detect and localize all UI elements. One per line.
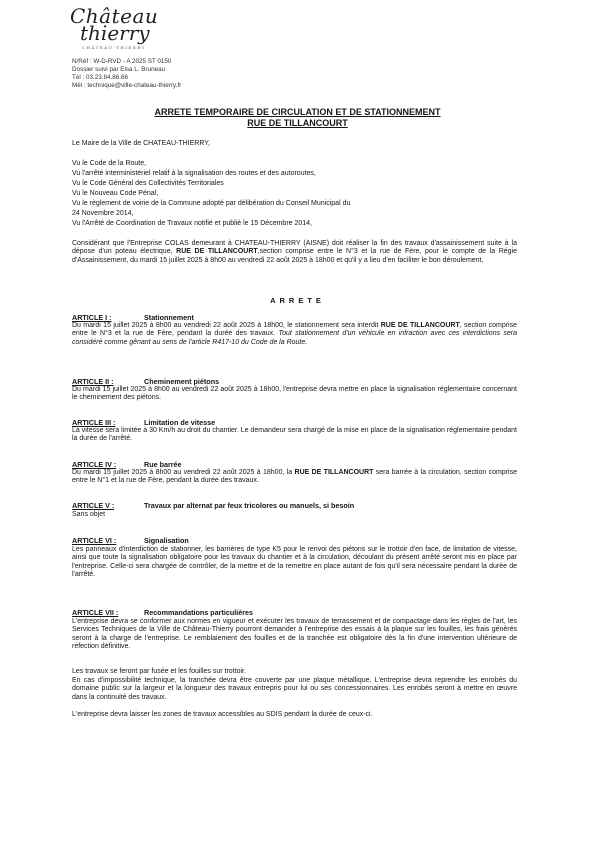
document-subtitle: RUE DE TILLANCOURT (247, 118, 348, 128)
article-heading: ARTICLE II : Cheminement piétons (72, 377, 220, 386)
article-heading: ARTICLE III : Limitation de vitesse (72, 418, 216, 427)
article-body: Du mardi 15 juillet 2025 à 8h00 au vendredi 22 août 2025 à 18h00, le stationnement sera interdit RUE DE TILLANCOURT, section comprise entre le N°3 et la rue de Fère, pendant la durée des travaux. Tout stationnement d'un véhicule en infraction avec ces interdictions sera considéré comme gênant au sens de l'article R417-10 du Code de la Route. (72, 322, 518, 346)
article-body: Les travaux se feront par fusée et les fouilles sur trottoir. (72, 668, 246, 675)
article-heading: ARTICLE VII : Recommandations particulières (72, 608, 254, 617)
vu-line: Vu l'Arrêté de Coordination de Travaux notifié et publié le 15 Décembre 2014, (72, 220, 312, 227)
article-body: Sans objet (72, 511, 106, 518)
article-heading: ARTICLE I : Stationnement (72, 313, 194, 322)
dossier-line: Dossier suivi par Elsa L. Bruneau (72, 66, 166, 73)
vu-line: 24 Novembre 2014, (72, 210, 134, 217)
vu-line: Vu le Code Général des Collectivités Territoriales (72, 180, 224, 187)
logo-tagline: CHÂTEAU-THIERRY (82, 45, 146, 50)
arrete-heading: ARRETE (270, 296, 325, 305)
article-body: En cas d'impossibilité technique, la tranchée devra être couverte par une plaque métallique. L'entreprise devra reprendre les enrobés du domaine public sur la largeur et la longueur des travaux entrepris pour lui ou ses concessionnaires. Les enrobés seront à mettre en œuvre dans la continuité des travaux. (72, 677, 517, 701)
article-body: Du mardi 15 juillet 2025 à 8h00 au vendredi 22 août 2025 à 18h00, la RUE DE TILLANCOURT sera barrée à la circulation, section comprise entre le N°1 et la rue de Fère, pendant la durée des travaux. (72, 469, 517, 485)
article-heading: ARTICLE IV : Rue barrée (72, 460, 182, 469)
logo-line-2: thierry (80, 21, 150, 45)
article-body: La vitesse sera limitée à 30 Km/h au droit du chantier. Le demandeur sera chargé de la mise en place de la signalisation réglementaire pendant la durée de l'arrêté. (72, 427, 517, 443)
phone-line: Tél : 03.23.84.86.66 (72, 74, 129, 81)
article-body: Les panneaux d'interdiction de stationner, les barrières de type K5 pour le renvoi des piétons sur le trottoir d'en face, de limitation de vitesse, ainsi que toute la signalisation obligatoire pour les travaux du chantier et à la circulation, découlant du présent arrêté seront mis en place par l'entreprise. Celle-ci sera chargée de contrôler, de la mettre et de la remettre en place autant de fois qu'il sera nécessaire pendant la durée de l'arrêté. (72, 546, 517, 578)
article-body: L'entreprise devra se conformer aux normes en vigueur et exécuter les travaux de terrassement et de compactage dans les règles de l'art, les Services Techniques de la Ville de Château-Thierry pourront demander à l'entreprise des essais à la plaque sur les fouilles, les frais générés seront à la charge de l'entreprise. Le remblaiement des fouilles et de la tranchée est obligatoire dès la fin d'une intervention ultérieure de réfection définitive. (72, 618, 517, 650)
email-line: Mél : technique@ville-chateau-thierry.fr (72, 82, 182, 89)
article-heading: ARTICLE V : Travaux par alternat par feux tricolores ou manuels, si besoin (72, 501, 355, 510)
vu-line: Vu le Nouveau Code Pénal, (72, 190, 159, 197)
intro-line: Le Maire de la Ville de CHATEAU-THIERRY, (72, 140, 210, 147)
vu-line: Vu le Code de la Route, (72, 160, 147, 167)
article-heading: ARTICLE VI : Signalisation (72, 536, 189, 545)
city-logo (70, 4, 160, 54)
vu-line: Vu l'arrêté interministériel relatif à la signalisation des routes et des autoroutes, (72, 170, 316, 177)
article-body: Du mardi 15 juillet 2025 à 8h00 au vendredi 22 août 2025 à 18h00, l'entreprise devra mettre en place la signalisation réglementaire concernant le cheminement des piétons. (72, 386, 517, 402)
logo-line-1: Château (70, 4, 159, 28)
considerant-paragraph: Considérant que l'Entreprise COLAS demeurant à CHATEAU-THIERRY (AISNE) doit réaliser la fin des travaux d'assainissement suite à la dépose d'un poteau électrique, RUE DE TILLANCOURT,section comprise entre le N°3 et la rue de Fère, pour le compte de la Régie d'Assainissement, du mardi 15 juillet 2025 à 8h00 au vendredi 22 août 2025 à 18h00 et qu'il y a lieu d'en faciliter le bon déroulement, (72, 240, 517, 264)
article-body: L'entreprise devra laisser les zones de travaux accessibles au SDIS pendant la durée de ceux-ci. (72, 711, 373, 718)
document-title: ARRETE TEMPORAIRE DE CIRCULATION ET DE STATIONNEMENT (154, 107, 441, 117)
reference: N/Réf : W-D-RVD - A 2025 ST 0150 (72, 58, 172, 65)
vu-line: Vu le règlement de voirie de la Commune adopté par délibération du Conseil Municipal du (72, 200, 351, 207)
